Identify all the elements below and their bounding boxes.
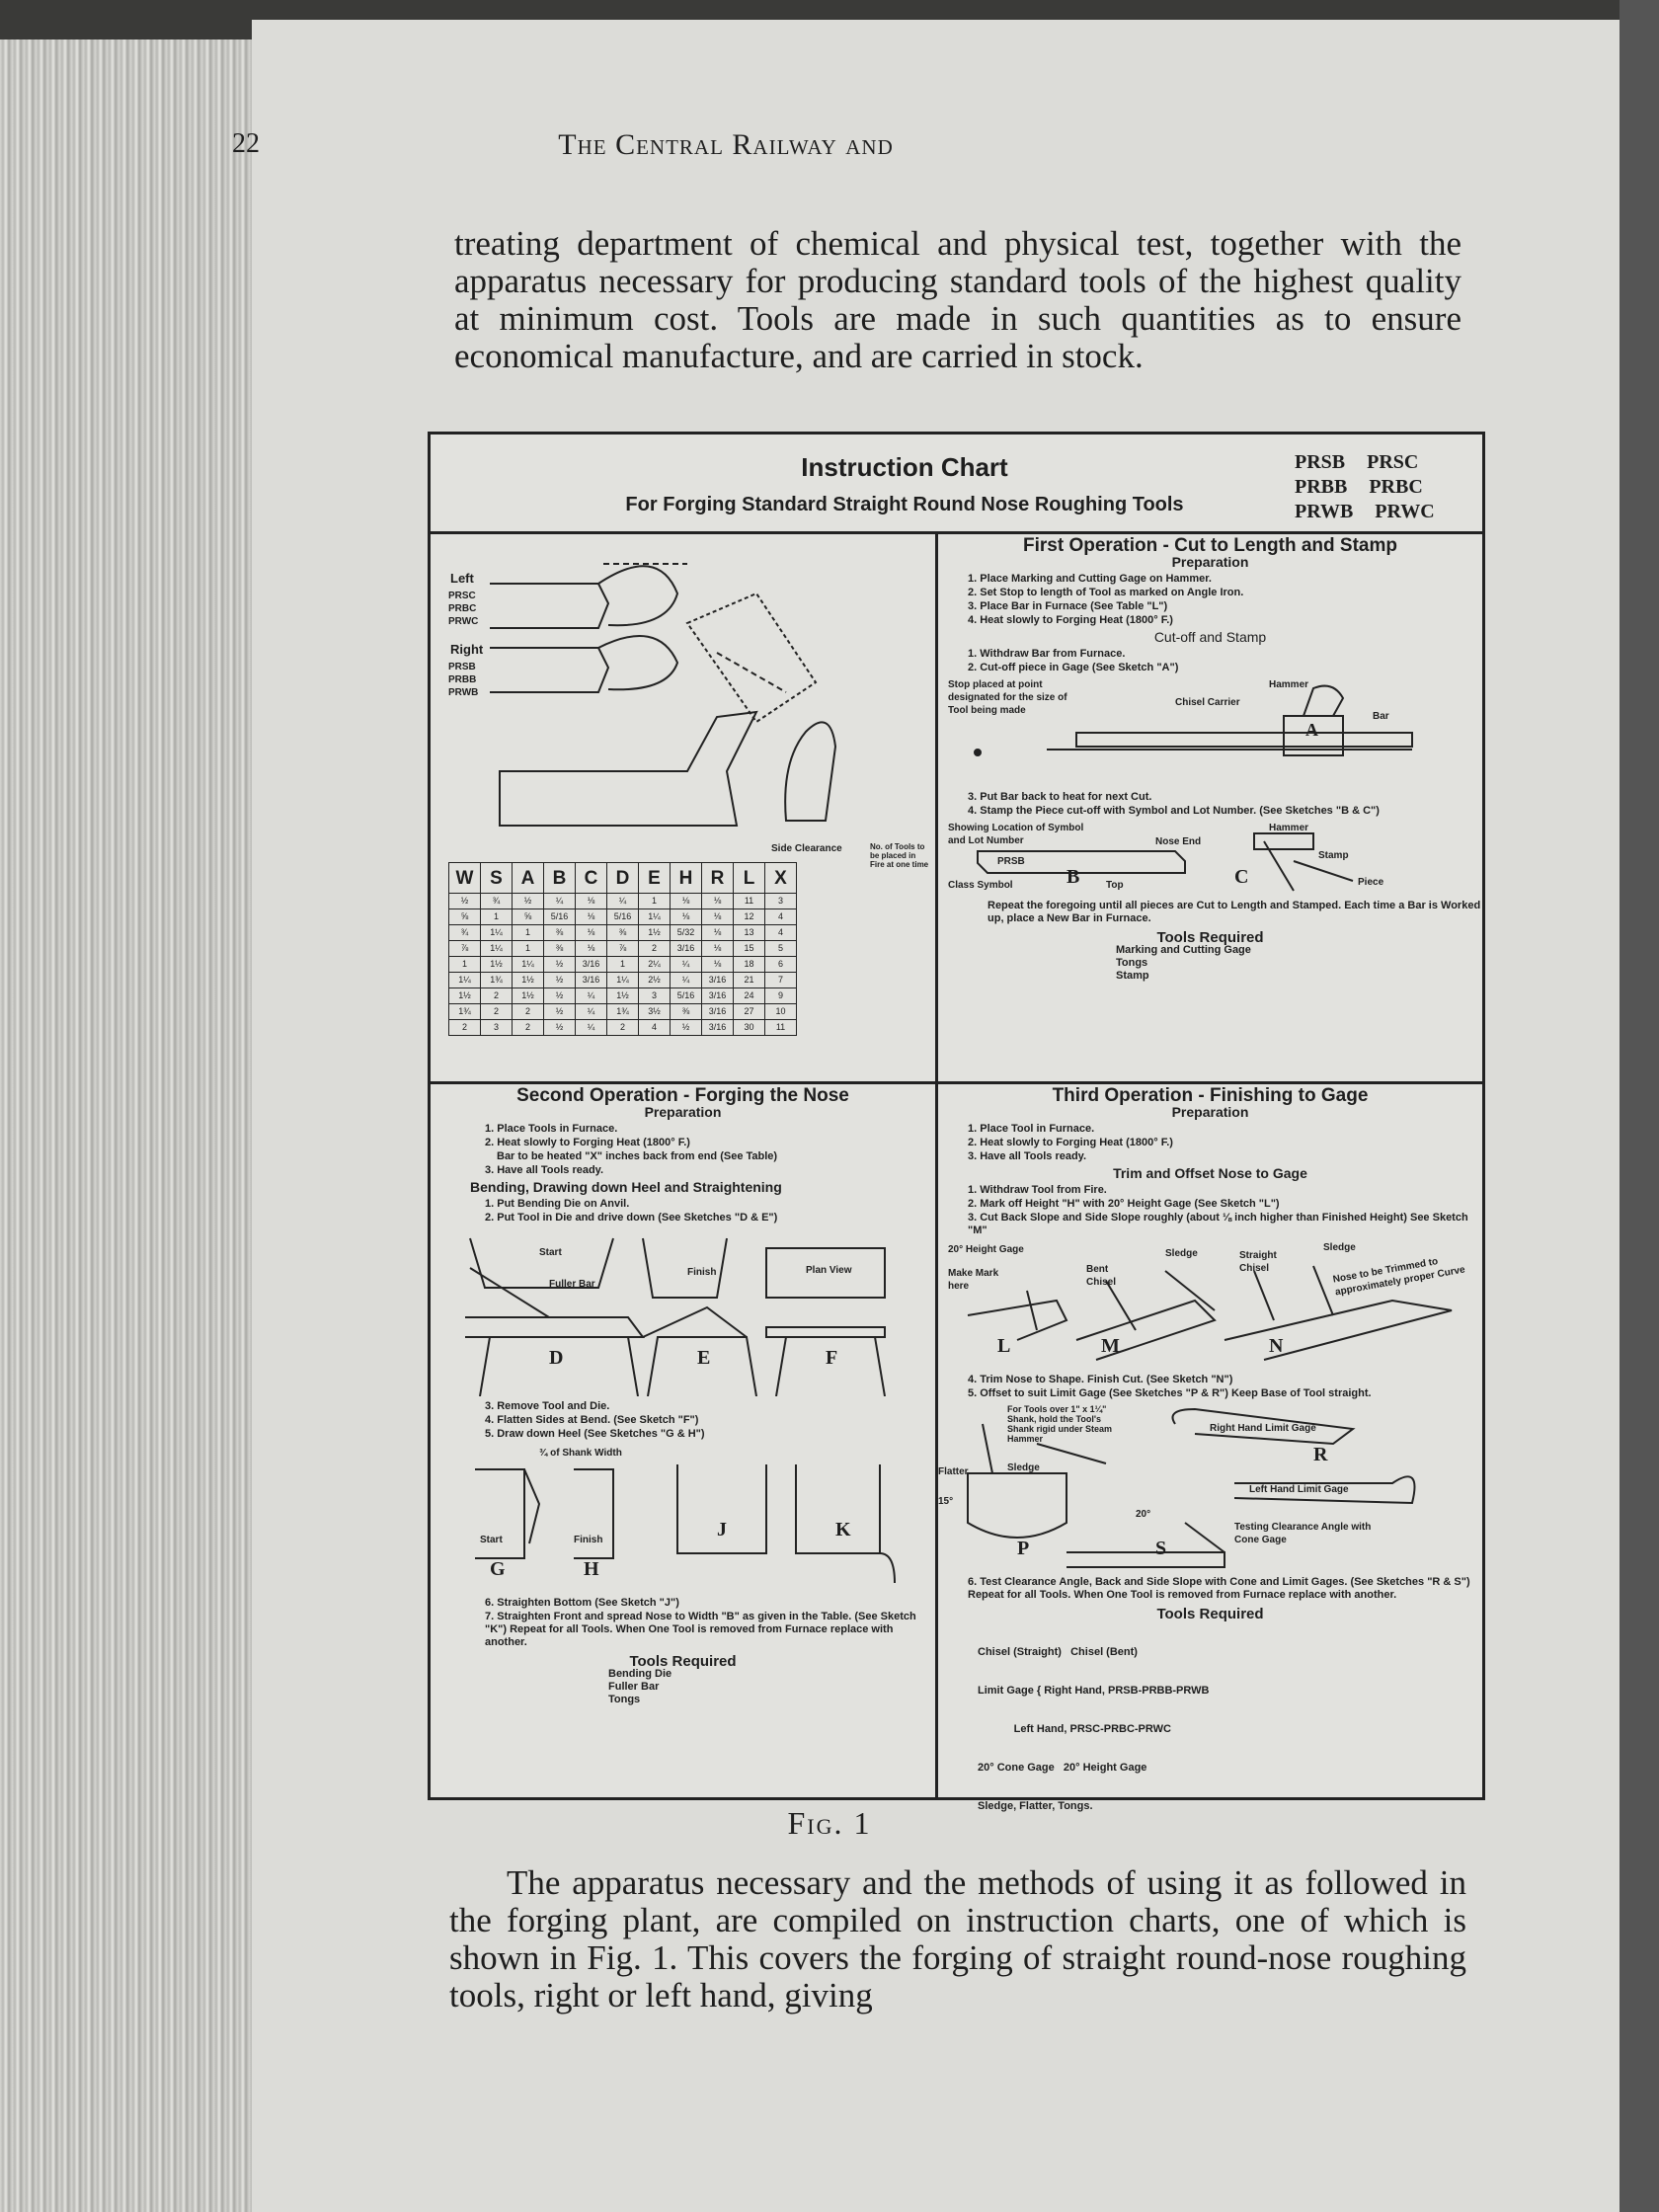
table-cell: 1½ (607, 988, 639, 1004)
sketch-s-20deg: 20° (1136, 1509, 1151, 1520)
table-cell: 3 (765, 894, 797, 909)
op3-prep-label: Preparation (1171, 1104, 1249, 1120)
table-cell: 9 (765, 988, 797, 1004)
book-spine (1620, 0, 1659, 2212)
table-cell: 1 (513, 941, 544, 957)
sketch-k-label: K (835, 1519, 851, 1540)
instruction-chart-figure (428, 432, 1485, 1812)
table-cell: ¼ (576, 988, 607, 1004)
sketch-r-left: Left Hand Limit Gage (1249, 1484, 1349, 1495)
table-cell: 2 (481, 1004, 513, 1020)
sketch-a-label: A (1305, 720, 1318, 740)
op1-prep-step: 1. Place Marking and Cutting Gage on Hammer. (968, 573, 1212, 585)
table-cell: 4 (639, 1020, 671, 1036)
op2-prep-step: 1. Place Tools in Furnace. (485, 1123, 618, 1135)
op2-step: 4. Flatten Sides at Bend. (See Sketch "F") (485, 1414, 699, 1426)
paragraph-bottom: The apparatus necessary and the methods of using it as followed in the forging plant, are compiled on instruction charts, one of which is shown in Fig. 1. This covers the forging of straight round-nose roughing tools, right or left hand, giving (449, 1863, 1466, 2014)
tool-code: PRBC (1369, 476, 1423, 498)
table-row (449, 957, 797, 973)
op3-tool: Left Hand, PRSC-PRBC-PRWC (978, 1723, 1171, 1735)
op3-step: 6. Test Clearance Angle, Back and Side Slope with Cone and Limit Gages. (See Sketches "R & S") Repeat for all Tools. When One Tool is removed from Furnace replace with another. (968, 1576, 1470, 1601)
op2-step: 5. Draw down Heel (See Sketches "G & H") (485, 1428, 705, 1440)
table-cell: ⅛ (576, 941, 607, 957)
sketch-a-stop-note: Stop placed at point designated for the size of Tool being made (948, 679, 1067, 716)
table-header-cell: D (607, 863, 639, 894)
table-cell: ½ (449, 894, 481, 909)
table-cell: 3/16 (576, 973, 607, 988)
table-cell: 5 (765, 941, 797, 957)
left-label: Left (450, 571, 474, 586)
table-cell: 1¼ (481, 925, 513, 941)
op1-prep-step: 4. Heat slowly to Forging Heat (1800° F.) (968, 614, 1173, 626)
sketch-n-straight: Straight Chisel (1239, 1250, 1277, 1274)
table-cell: 2¼ (639, 957, 671, 973)
sketch-r-label: R (1313, 1444, 1328, 1465)
sketch-d-label: D (549, 1347, 564, 1369)
table-cell: ¼ (576, 1004, 607, 1020)
table-cell: ⅛ (576, 909, 607, 925)
op3-tool: Limit Gage { Right Hand, PRSB-PRBB-PRWB (978, 1685, 1210, 1697)
op2-bend-label: Bending, Drawing down Heel and Straightening (470, 1179, 782, 1195)
table-cell: ¼ (607, 894, 639, 909)
table-cell: ¼ (576, 1020, 607, 1036)
table-cell: ⅜ (544, 925, 576, 941)
table-cell: 2 (607, 1020, 639, 1036)
table-cell: 1 (481, 909, 513, 925)
table-cell: 1¼ (639, 909, 671, 925)
op1-cut-step: 4. Stamp the Piece cut-off with Symbol and Lot Number. (See Sketches "B & C") (968, 805, 1380, 817)
table-cell: 1¼ (481, 941, 513, 957)
tool-code: PRWC (1375, 501, 1435, 522)
op1-cut-step: 1. Withdraw Bar from Furnace. (968, 648, 1126, 660)
sketch-e-finish: Finish (687, 1267, 717, 1278)
tool-codes (1295, 450, 1435, 524)
sketch-a-bar: Bar (1373, 711, 1389, 722)
table-cell: 1½ (513, 973, 544, 988)
sketch-a (938, 678, 1482, 787)
table-cell: 1½ (481, 957, 513, 973)
op3-trim-step: 2. Mark off Height "H" with 20° Height Gage (See Sketch "L") (968, 1198, 1280, 1210)
sketch-f-plan: Plan View (806, 1265, 852, 1276)
sketch-f-label: F (826, 1347, 838, 1369)
sketch-p-15deg: 15° (938, 1496, 954, 1507)
op3-prep-step: 3. Have all Tools ready. (968, 1150, 1087, 1162)
table-cell: ¾ (481, 894, 513, 909)
table-header-cell: C (576, 863, 607, 894)
op3-trim-label: Trim and Offset Nose to Gage (1113, 1165, 1307, 1181)
table-cell: ¼ (544, 894, 576, 909)
table-cell: 1¾ (481, 973, 513, 988)
table-cell: 10 (765, 1004, 797, 1020)
table-cell: ⅝ (449, 909, 481, 925)
figure-caption: Fig. 1 (787, 1805, 872, 1841)
table-cell: 4 (765, 925, 797, 941)
table-cell: ⅞ (449, 941, 481, 957)
op3-tool: Sledge, Flatter, Tongs. (978, 1800, 1093, 1812)
op3-trim-step: 1. Withdraw Tool from Fire. (968, 1184, 1107, 1196)
sketch-bc-showing: Showing Location of Symbol and Lot Number (948, 823, 1084, 846)
sketch-bc-prsb: PRSB (997, 856, 1025, 867)
paragraph-top: treating department of chemical and physical test, together with the apparatus necessary for producing standard tools of the highest quality at minimum cost. Tools are made in such quantities as to ensure economical manufacture, and are carried in stock. (454, 224, 1462, 375)
sketch-prs-note: For Tools over 1" x 1¼" Shank, hold the Tool's Shank rigid under Steam Hammer (1007, 1404, 1113, 1444)
op1-tools-label: Tools Required (1156, 929, 1264, 946)
op2-step: 3. Remove Tool and Die. (485, 1400, 610, 1412)
sketch-m-bent: Bent Chisel (1086, 1264, 1117, 1288)
table-row (449, 973, 797, 988)
sketch-p-label: P (1017, 1538, 1030, 1559)
table-cell: 1¾ (449, 1004, 481, 1020)
op2-step: 6. Straighten Bottom (See Sketch "J") (485, 1597, 679, 1609)
sketch-shank-note: ¾ of Shank Width (539, 1448, 622, 1459)
op2-prep-label: Preparation (644, 1104, 722, 1120)
sketch-l-mark: Make Mark here (948, 1268, 999, 1292)
table-cell: 11 (765, 1020, 797, 1036)
table-row (449, 925, 797, 941)
table-cell: 2 (513, 1020, 544, 1036)
op2-tools-label: Tools Required (629, 1653, 737, 1670)
table-cell: 2 (639, 941, 671, 957)
table-cell: ½ (544, 1004, 576, 1020)
table-row (449, 988, 797, 1004)
table-cell: ½ (544, 988, 576, 1004)
table-cell: 5/32 (671, 925, 702, 941)
sketch-e-label: E (697, 1347, 711, 1369)
op2-bend-step: 2. Put Tool in Die and drive down (See Sketches "D & E") (485, 1212, 778, 1224)
table-cell: 5/16 (671, 988, 702, 1004)
tool-code: PRSB (1295, 451, 1346, 473)
table-cell: 5/16 (607, 909, 639, 925)
sketch-n-nose: Nose to be Trimmed to approximately proper Curve (1332, 1256, 1466, 1299)
table-cell: 3/16 (702, 973, 734, 988)
op1-tool: Stamp (1116, 970, 1149, 982)
side-clearance-label: Side Clearance (771, 843, 842, 854)
sketch-g-label: G (490, 1558, 506, 1580)
table-cell: 12 (734, 909, 765, 925)
sketch-bc-stamp: Stamp (1318, 850, 1349, 861)
chart-subtitle: For Forging Standard Straight Round Nose Roughing Tools (625, 494, 1184, 515)
dimension-table (448, 862, 797, 1036)
op1-prep-step: 2. Set Stop to length of Tool as marked on Angle Iron. (968, 587, 1244, 598)
table-cell: ⅛ (576, 925, 607, 941)
table-cell: 1 (607, 957, 639, 973)
table-cell: 2½ (639, 973, 671, 988)
table-cell: ½ (513, 894, 544, 909)
table-cell: 3/16 (702, 1020, 734, 1036)
table-cell: 18 (734, 957, 765, 973)
table-cell: ½ (544, 957, 576, 973)
sketch-l-gage: 20° Height Gage (948, 1244, 1024, 1255)
sketch-j-label: J (717, 1519, 727, 1540)
table-cell: ¾ (449, 925, 481, 941)
table-cell: ½ (671, 1020, 702, 1036)
table-cell: 27 (734, 1004, 765, 1020)
second-operation-panel (431, 1085, 935, 1795)
sketch-m-label: M (1101, 1335, 1120, 1357)
book-page-edges (0, 40, 252, 2212)
op1-cut-step: 2. Cut-off piece in Gage (See Sketch "A") (968, 662, 1179, 673)
op1-tool: Marking and Cutting Gage (1116, 944, 1251, 956)
table-cell: 30 (734, 1020, 765, 1036)
sketch-def (431, 1228, 935, 1396)
op1-prep-label: Preparation (1171, 554, 1249, 570)
sketch-h-finish: Finish (574, 1535, 603, 1545)
op1-cut-label: Cut-off and Stamp (1153, 629, 1267, 645)
op3-tool: 20° Cone Gage 20° Height Gage (978, 1762, 1147, 1774)
tool-code: PRWB (1295, 501, 1354, 522)
table-cell: 3 (639, 988, 671, 1004)
table-row (449, 894, 797, 909)
sketch-bc (938, 822, 1482, 896)
sketch-d-fuller: Fuller Bar (549, 1279, 595, 1290)
sketch-a-hammer: Hammer (1269, 679, 1309, 690)
sketch-l-label: L (997, 1335, 1011, 1357)
table-cell: 24 (734, 988, 765, 1004)
table-cell: ⅛ (702, 957, 734, 973)
table-header-cell: S (481, 863, 513, 894)
right-label: Right (450, 642, 484, 657)
table-cell: 1 (449, 957, 481, 973)
table-cell: 4 (765, 909, 797, 925)
table-cell: ¼ (671, 957, 702, 973)
op1-tool: Tongs (1116, 957, 1148, 969)
table-cell: 6 (765, 957, 797, 973)
tool-code: PRBB (1295, 476, 1348, 498)
third-operation-panel (938, 1085, 1482, 1812)
table-cell: ⅜ (671, 1004, 702, 1020)
panel-divider-horizontal (431, 1081, 1482, 1084)
sketch-m-sledge: Sledge (1165, 1248, 1198, 1259)
op3-trim-step: 3. Cut Back Slope and Side Slope roughly (about ⅛ inch higher than Finished Height) See Sketch "M" (968, 1212, 1468, 1236)
running-head: The Central Railway and (558, 128, 894, 161)
sketch-c-label: C (1234, 866, 1249, 888)
sketch-bc-hammer: Hammer (1269, 823, 1309, 833)
table-cell: 1 (639, 894, 671, 909)
table-cell: ½ (544, 1020, 576, 1036)
left-codes: PRSC PRBC PRWC (448, 591, 479, 627)
op2-prep-step: Bar to be heated "X" inches back from end (See Table) (497, 1150, 778, 1162)
sketch-bc-class: Class Symbol (948, 880, 1013, 891)
sketch-n-sledge: Sledge (1323, 1242, 1356, 1253)
table-cell: ⅛ (671, 894, 702, 909)
table-row (449, 909, 797, 925)
op2-prep-step: 2. Heat slowly to Forging Heat (1800° F.) (485, 1137, 690, 1148)
table-header-cell: X (765, 863, 797, 894)
table-cell: 3/16 (576, 957, 607, 973)
table-cell: 15 (734, 941, 765, 957)
op3-tools-label: Tools Required (1156, 1606, 1264, 1622)
table-cell: 2 (481, 988, 513, 1004)
sketch-p-sledge: Sledge (1007, 1462, 1040, 1473)
op2-tool: Fuller Bar (608, 1681, 660, 1693)
table-header-cell: H (671, 863, 702, 894)
table-cell: 2 (513, 1004, 544, 1020)
op2-tool: Tongs (608, 1694, 641, 1705)
table-cell: ⅜ (607, 925, 639, 941)
table-cell: 13 (734, 925, 765, 941)
table-cell: 5/16 (544, 909, 576, 925)
op2-bend-step: 1. Put Bending Die on Anvil. (485, 1198, 630, 1210)
right-codes: PRSB PRBB PRWB (448, 662, 479, 698)
table-cell: ⅛ (702, 894, 734, 909)
table-row (449, 941, 797, 957)
table-cell: 3 (481, 1020, 513, 1036)
sketch-d-start: Start (539, 1247, 562, 1258)
sketch-lmn (938, 1241, 1482, 1370)
table-cell: 1¼ (449, 973, 481, 988)
table-cell: 1½ (639, 925, 671, 941)
table-cell: ⅞ (607, 941, 639, 957)
table-cell: 1 (513, 925, 544, 941)
table-cell: 3½ (639, 1004, 671, 1020)
op3-prep-step: 2. Heat slowly to Forging Heat (1800° F.) (968, 1137, 1173, 1148)
table-cell: 11 (734, 894, 765, 909)
op3-prep-step: 1. Place Tool in Furnace. (968, 1123, 1095, 1135)
page-number: 22 (232, 128, 260, 159)
op1-prep-step: 3. Place Bar in Furnace (See Table "L") (968, 600, 1168, 612)
op2-step: 7. Straighten Front and spread Nose to Width "B" as given in the Table. (See Sketch "K") Repeat for all Tools. When One Tool is removed from Furnace replace with another. (485, 1611, 916, 1648)
op3-tool: Chisel (Straight) Chisel (Bent) (978, 1646, 1138, 1658)
table-cell: ⅜ (544, 941, 576, 957)
table-header-cell: E (639, 863, 671, 894)
sketch-b-label: B (1066, 866, 1080, 888)
op2-prep-step: 3. Have all Tools ready. (485, 1164, 604, 1176)
op3-step: 4. Trim Nose to Shape. Finish Cut. (See Sketch "N") (968, 1374, 1233, 1385)
table-header-cell: R (702, 863, 734, 894)
table-cell: 1¾ (607, 1004, 639, 1020)
tool-dimension-panel (431, 534, 935, 1081)
table-header-cell: W (449, 863, 481, 894)
sketch-s-testing: Testing Clearance Angle with Cone Gage (1234, 1522, 1372, 1545)
table-cell: ⅝ (513, 909, 544, 925)
tool-code: PRSC (1367, 451, 1419, 473)
table-header-cell: L (734, 863, 765, 894)
no-of-tools-label: No. of Tools to be placed in Fire at one time (870, 842, 929, 869)
table-row (449, 1020, 797, 1036)
sketch-bc-top: Top (1106, 880, 1124, 891)
sketch-bc-nose: Nose End (1155, 836, 1202, 847)
sketch-h-label: H (584, 1558, 599, 1580)
table-cell: ⅛ (702, 925, 734, 941)
table-cell: 1¼ (607, 973, 639, 988)
table-row (449, 1004, 797, 1020)
sketch-ghjk (431, 1445, 935, 1593)
table-cell: 3/16 (702, 988, 734, 1004)
table-cell: 1½ (513, 988, 544, 1004)
sketch-g-start: Start (480, 1535, 503, 1545)
sketch-a-chisel: Chisel Carrier (1175, 697, 1240, 708)
table-header-cell: B (544, 863, 576, 894)
op2-tool: Bending Die (608, 1668, 672, 1680)
sketch-p-flatter: Flatter (938, 1466, 969, 1477)
chart-header (431, 434, 1482, 534)
sketch-prs (938, 1404, 1482, 1572)
op1-cut-step: 3. Put Bar back to heat for next Cut. (968, 791, 1152, 803)
chart-title: Instruction Chart (801, 452, 1008, 482)
table-cell: ⅛ (702, 909, 734, 925)
table-cell: ¼ (671, 973, 702, 988)
table-cell: 7 (765, 973, 797, 988)
sketch-n-label: N (1269, 1335, 1284, 1357)
table-cell: 1¼ (513, 957, 544, 973)
op3-step: 5. Offset to suit Limit Gage (See Sketches "P & R") Keep Base of Tool straight. (968, 1387, 1372, 1399)
first-operation-panel (938, 535, 1482, 1077)
sketch-s-label: S (1155, 1538, 1167, 1559)
table-cell: ⅛ (576, 894, 607, 909)
op3-title: Third Operation - Finishing to Gage (1052, 1085, 1369, 1106)
table-cell: ½ (544, 973, 576, 988)
op1-repeat-note: Repeat the foregoing until all pieces are Cut to Length and Stamped. Each time a Bar is Worked up, place a New Bar in Furnace. (988, 900, 1481, 924)
table-cell: 3/16 (671, 941, 702, 957)
table-cell: 21 (734, 973, 765, 988)
op2-title: Second Operation - Forging the Nose (516, 1085, 849, 1106)
tool-shape-diagram (431, 534, 935, 860)
sketch-bc-piece: Piece (1358, 877, 1384, 888)
sketch-r-right: Right Hand Limit Gage (1210, 1423, 1316, 1434)
table-cell: 3/16 (702, 1004, 734, 1020)
table-cell: 2 (449, 1020, 481, 1036)
table-cell: ⅛ (702, 941, 734, 957)
table-cell: ⅛ (671, 909, 702, 925)
table-cell: 1½ (449, 988, 481, 1004)
table-header-cell: A (513, 863, 544, 894)
op1-title: First Operation - Cut to Length and Stamp (1023, 535, 1397, 556)
